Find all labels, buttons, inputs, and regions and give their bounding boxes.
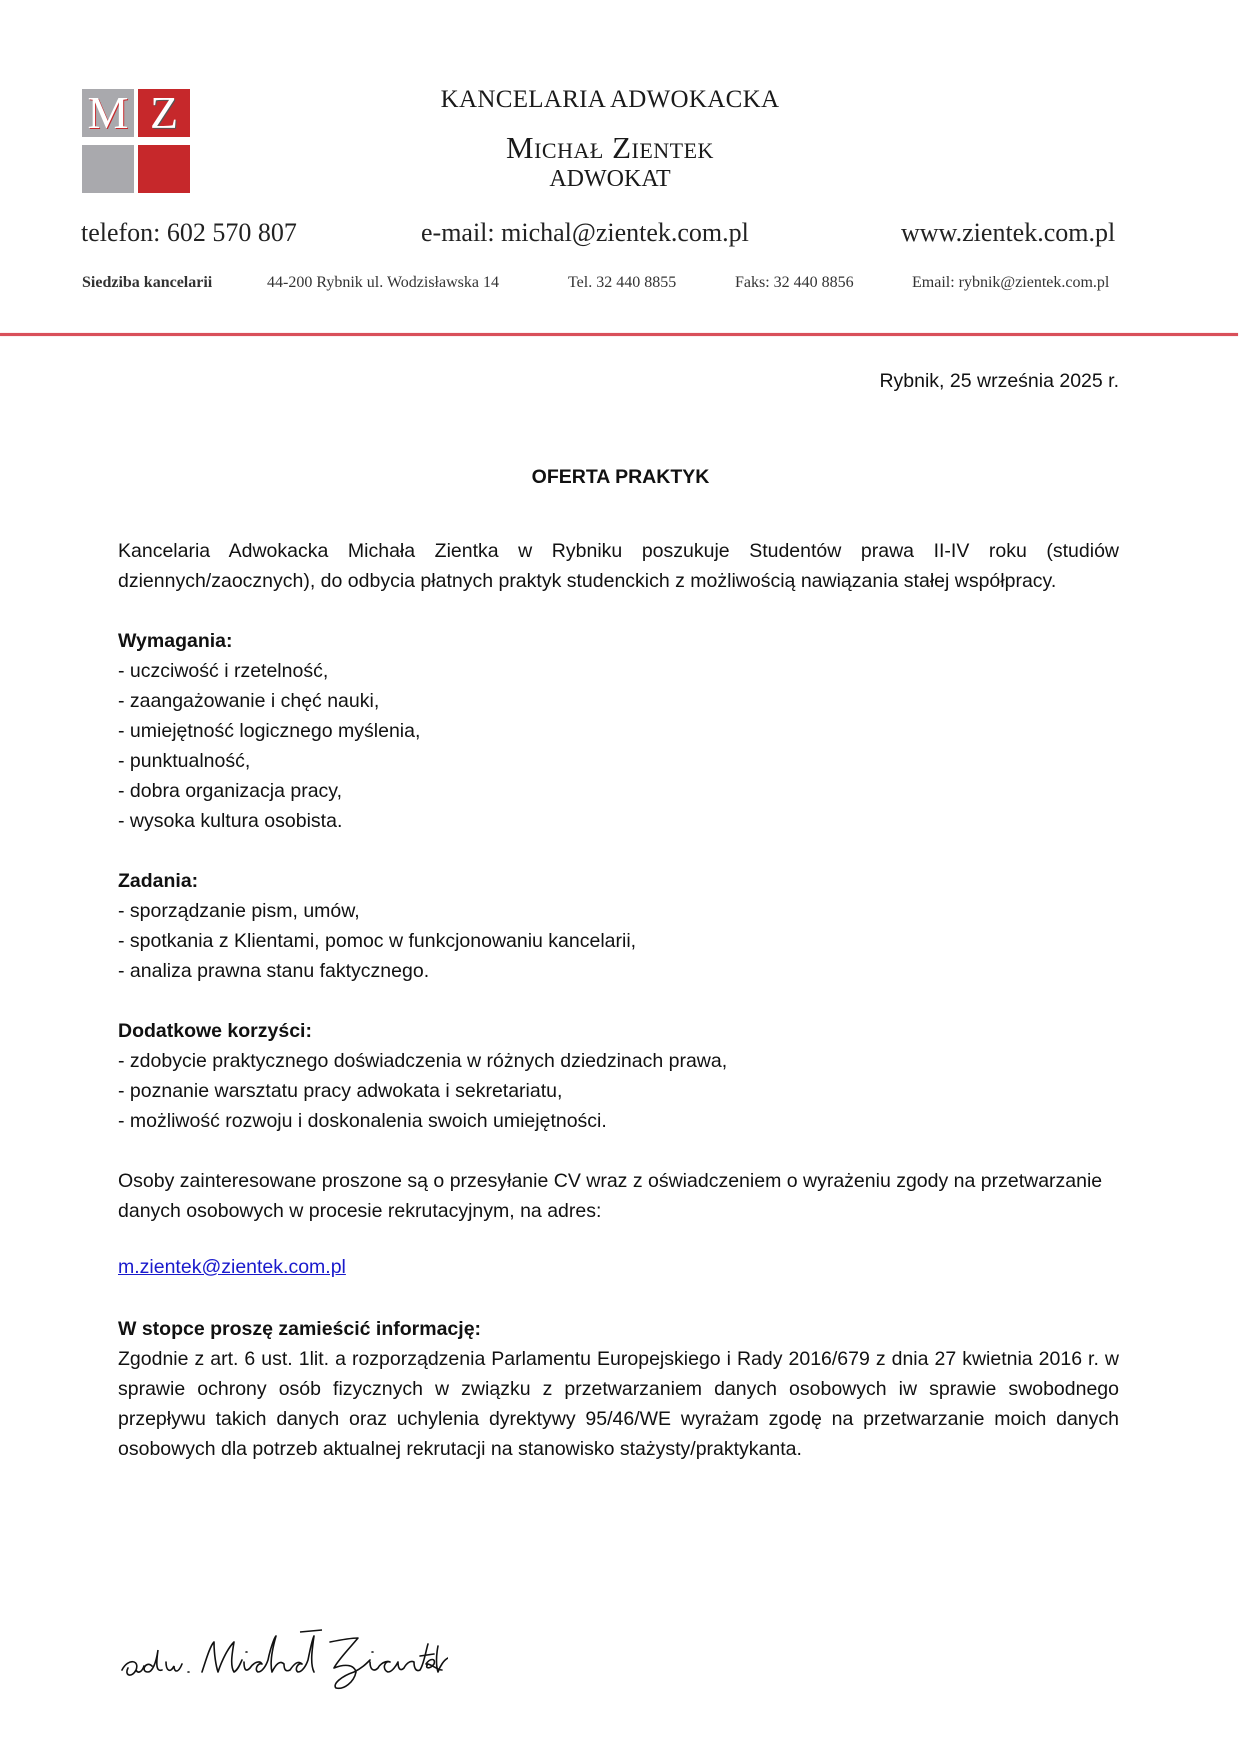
application-paragraph: Osoby zainteresowane proszone są o przesyłanie CV wraz z oświadczeniem o wyrażeniu zgody na przetwarzanie danych osobowych w procesie rekrutacyjnym, na adres: bbox=[118, 1170, 1103, 1222]
requirements-heading: Wymagania: bbox=[118, 630, 233, 652]
document-body bbox=[118, 536, 1119, 1464]
list-item: - punktualność, bbox=[118, 746, 1119, 776]
list-item: - uczciwość i rzetelność, bbox=[118, 656, 1119, 686]
firm-logo bbox=[82, 89, 196, 193]
list-item: - wysoka kultura osobista. bbox=[118, 806, 1119, 836]
contact-email-link[interactable]: m.zientek@zientek.com.pl bbox=[118, 1256, 346, 1278]
office-fax: Faks: 32 440 8856 bbox=[735, 274, 854, 291]
list-item: - zdobycie praktycznego doświadczenia w różnych dziedzinach prawa, bbox=[118, 1046, 1119, 1076]
list-item: - analiza prawna stanu faktycznego. bbox=[118, 956, 1119, 986]
firm-type: KANCELARIA ADWOKACKA bbox=[440, 86, 780, 113]
document-date: Rybnik, 25 września 2025 r. bbox=[879, 370, 1119, 392]
list-item: - sporządzanie pism, umów, bbox=[118, 896, 1119, 926]
tasks-list bbox=[118, 896, 1119, 986]
header-email: e-mail: michal@zientek.com.pl bbox=[421, 218, 749, 247]
consent-clause: Zgodnie z art. 6 ust. 1lit. a rozporządzenia Parlamentu Europejskiego i Rady 2016/679 z dnia 27 kwietnia 2016 r. w sprawie ochrony osób fizycznych w związku z przetwarzaniem danych osobowych iw sprawie swobodnego przepływu takich danych oraz uchylenia dyrektywy 95/46/WE wyrażam zgodę na przetwarzanie moich danych osobowych dla potrzeb aktualnej rekrutacji na stanowisko stażysty/praktykanta. bbox=[118, 1348, 1119, 1460]
phone-number: telefon: 602 570 807 bbox=[81, 218, 297, 247]
footer-heading: W stopce proszę zamieścić informację: bbox=[118, 1318, 482, 1340]
intro-paragraph: Kancelaria Adwokacka Michała Zientka w Rybniku poszukuje Studentów prawa II-IV roku (studiów dziennych/zaocznych), do odbycia płatnych praktyk studenckich z możliwością nawiązania stałej współpracy. bbox=[118, 540, 1119, 592]
list-item: - dobra organizacja pracy, bbox=[118, 776, 1119, 806]
list-item: - możliwość rozwoju i doskonalenia swoich umiejętności. bbox=[118, 1106, 1119, 1136]
office-tel: Tel. 32 440 8855 bbox=[568, 274, 677, 291]
office-address: 44-200 Rybnik ul. Wodzisławska 14 bbox=[267, 274, 499, 291]
list-item: - zaangażowanie i chęć nauki, bbox=[118, 686, 1119, 716]
firm-name: Michał Zientek bbox=[506, 130, 714, 165]
list-item: - umiejętność logicznego myślenia, bbox=[118, 716, 1119, 746]
website: www.zientek.com.pl bbox=[901, 218, 1116, 247]
logo-square-bottom-right bbox=[138, 145, 190, 193]
tasks-heading: Zadania: bbox=[118, 870, 199, 892]
signature-icon bbox=[118, 1620, 448, 1695]
list-item: - poznanie warsztatu pracy adwokata i sekretariatu, bbox=[118, 1076, 1119, 1106]
firm-title: ADWOKAT bbox=[549, 166, 671, 192]
header-divider bbox=[0, 333, 1238, 336]
list-item: - spotkania z Klientami, pomoc w funkcjonowaniu kancelarii, bbox=[118, 926, 1119, 956]
logo-square-bottom-left bbox=[82, 145, 134, 193]
benefits-heading: Dodatkowe korzyści: bbox=[118, 1020, 312, 1042]
logo-letter-m: M bbox=[87, 87, 129, 138]
signature bbox=[118, 1620, 448, 1700]
address-label: Siedziba kancelarii bbox=[82, 274, 213, 291]
logo-letter-z: Z bbox=[149, 87, 179, 138]
office-email: Email: rybnik@zientek.com.pl bbox=[912, 274, 1110, 291]
requirements-list bbox=[118, 656, 1119, 836]
document-title: OFERTA PRAKTYK bbox=[531, 466, 710, 488]
benefits-list bbox=[118, 1046, 1119, 1136]
